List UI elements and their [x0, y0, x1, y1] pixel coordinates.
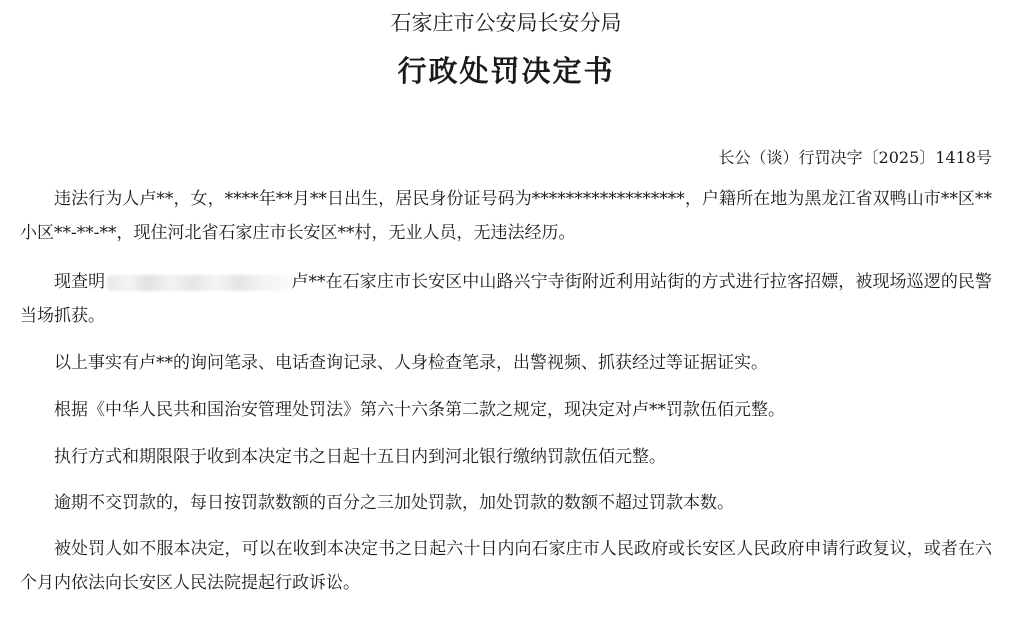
redacted-region [107, 275, 289, 291]
paragraph-findings-text [20, 265, 992, 333]
paragraph-text: 执行方式和期限限于收到本决定书之日起十五日内到河北银行缴纳罚款伍佰元整。 [54, 447, 666, 467]
paragraph-text: 根据《中华人民共和国治安管理处罚法》第六十六条第二款之规定，现决定对卢**罚款伍佰元整。 [54, 400, 785, 420]
paragraph-text: 逾期不交罚款的，每日按罚款数额的百分之三加处罚款，加处罚款的数额不超过罚款本数。 [54, 493, 734, 513]
paragraph-offender-info [20, 182, 992, 250]
findings-prefix: 现查明 [54, 272, 106, 292]
paragraph-legal-basis [20, 393, 992, 427]
paragraph-late-penalty [20, 486, 992, 520]
paragraph-text: 以上事实有卢**的询问笔录、电话查询记录、人身检查笔录，出警视频、抓获经过等证据证实。 [54, 353, 768, 373]
paragraph-appeal-rights [20, 532, 992, 600]
findings-suffix: 卢**在石家庄市长安区中山路兴宁寺街附近利用站街的方式进行拉客招嫖，被现场巡逻的民警当场抓获。 [20, 272, 993, 326]
document-title: 行政处罚决定书 [397, 54, 615, 88]
paragraph-text: 违法行为人卢**，女，****年**月**日出生，居民身份证号码为******************，户籍所在地为黑龙江省双鸭山市**区**小区**-**-**，现住河北省石家庄市长安区**村，无业人员，无违法经历。 [20, 189, 992, 243]
document-number: 长公（谈）行罚决字〔2025〕1418号 [718, 148, 992, 167]
paragraph-evidence [20, 346, 992, 380]
paragraph-text: 被处罚人如不服本决定，可以在收到本决定书之日起六十日内向石家庄市人民政府或长安区人民政府申请行政复议，或者在六个月内依法向长安区人民法院提起行政诉讼。 [20, 539, 992, 593]
paragraph-payment-terms [20, 440, 992, 474]
issuing-agency: 石家庄市公安局长安分局 [390, 11, 622, 35]
paragraph-findings [20, 265, 992, 333]
